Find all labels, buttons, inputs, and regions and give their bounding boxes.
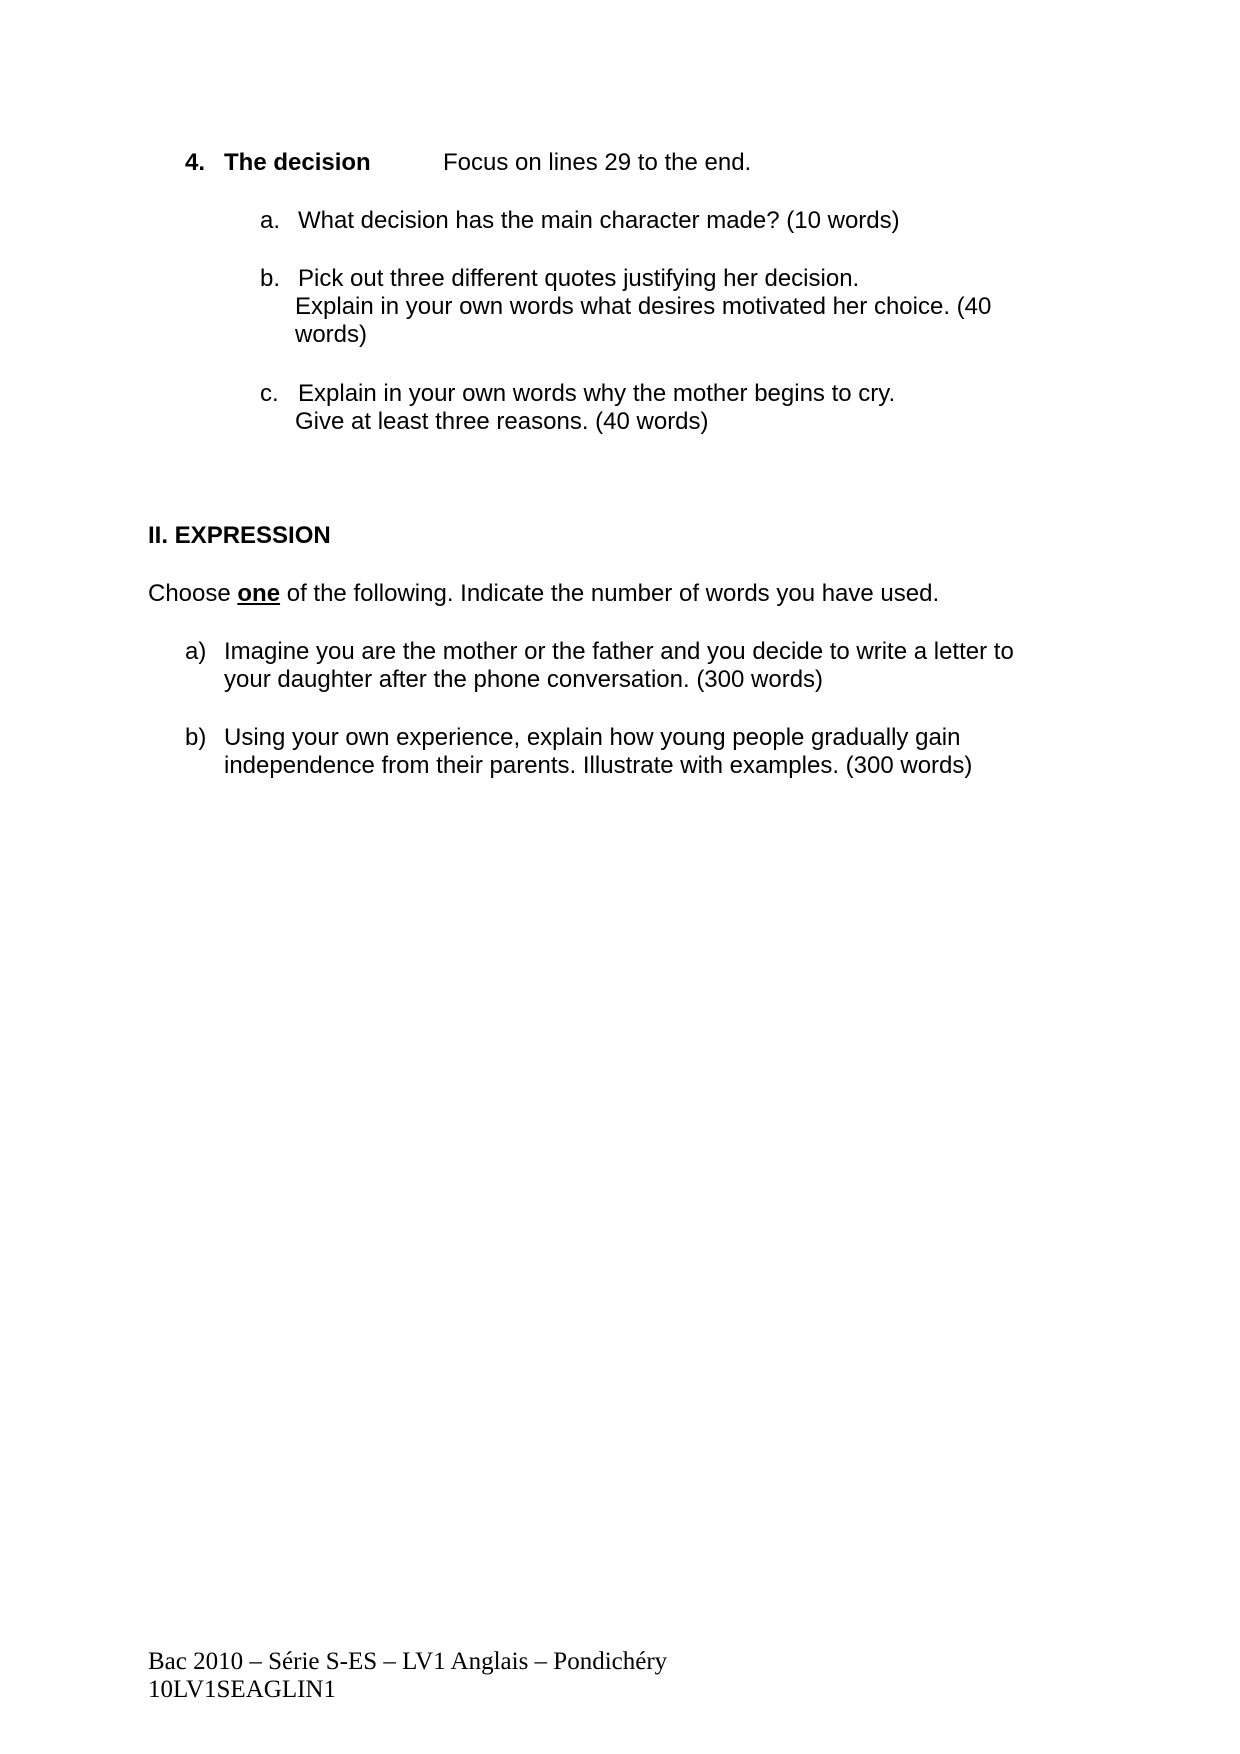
section-title: The decision	[224, 149, 371, 176]
instruction-emphasis: one	[237, 580, 281, 607]
section-focus: Focus on lines 29 to the end.	[443, 149, 752, 176]
question-b-line-2: Explain in your own words what desires motivated her choice. (40	[295, 293, 992, 320]
question-a-marker: a.	[260, 207, 281, 234]
option-b-marker: b)	[185, 724, 207, 751]
question-c-line-2: Give at least three reasons. (40 words)	[295, 408, 709, 435]
expression-heading: II. EXPRESSION	[148, 522, 331, 549]
question-c-line-1: Explain in your own words why the mother begins to cry.	[298, 380, 896, 407]
instruction-before: Choose	[148, 580, 238, 607]
question-b-line-3: words)	[295, 321, 368, 348]
question-a-text: What decision has the main character made? (10 words)	[298, 207, 900, 234]
option-a-marker: a)	[185, 638, 207, 665]
footer-line-2: 10LV1SEAGLIN1	[148, 1676, 336, 1703]
instruction-after: of the following. Indicate the number of words you have used.	[280, 580, 940, 607]
question-b-line-1: Pick out three different quotes justifying her decision.	[298, 265, 860, 292]
question-c-marker: c.	[260, 380, 279, 407]
option-a-line-1: Imagine you are the mother or the father and you decide to write a letter to	[224, 638, 1014, 665]
footer-line-1: Bac 2010 – Série S-ES – LV1 Anglais – Pondichéry	[148, 1648, 668, 1675]
option-b-line-1: Using your own experience, explain how young people gradually gain	[224, 724, 961, 751]
option-a-line-2: your daughter after the phone conversation. (300 words)	[224, 666, 824, 693]
question-b-marker: b.	[260, 265, 281, 292]
option-b-line-2: independence from their parents. Illustrate with examples. (300 words)	[224, 752, 973, 779]
expression-instruction	[148, 579, 939, 608]
section-number: 4.	[185, 149, 206, 176]
